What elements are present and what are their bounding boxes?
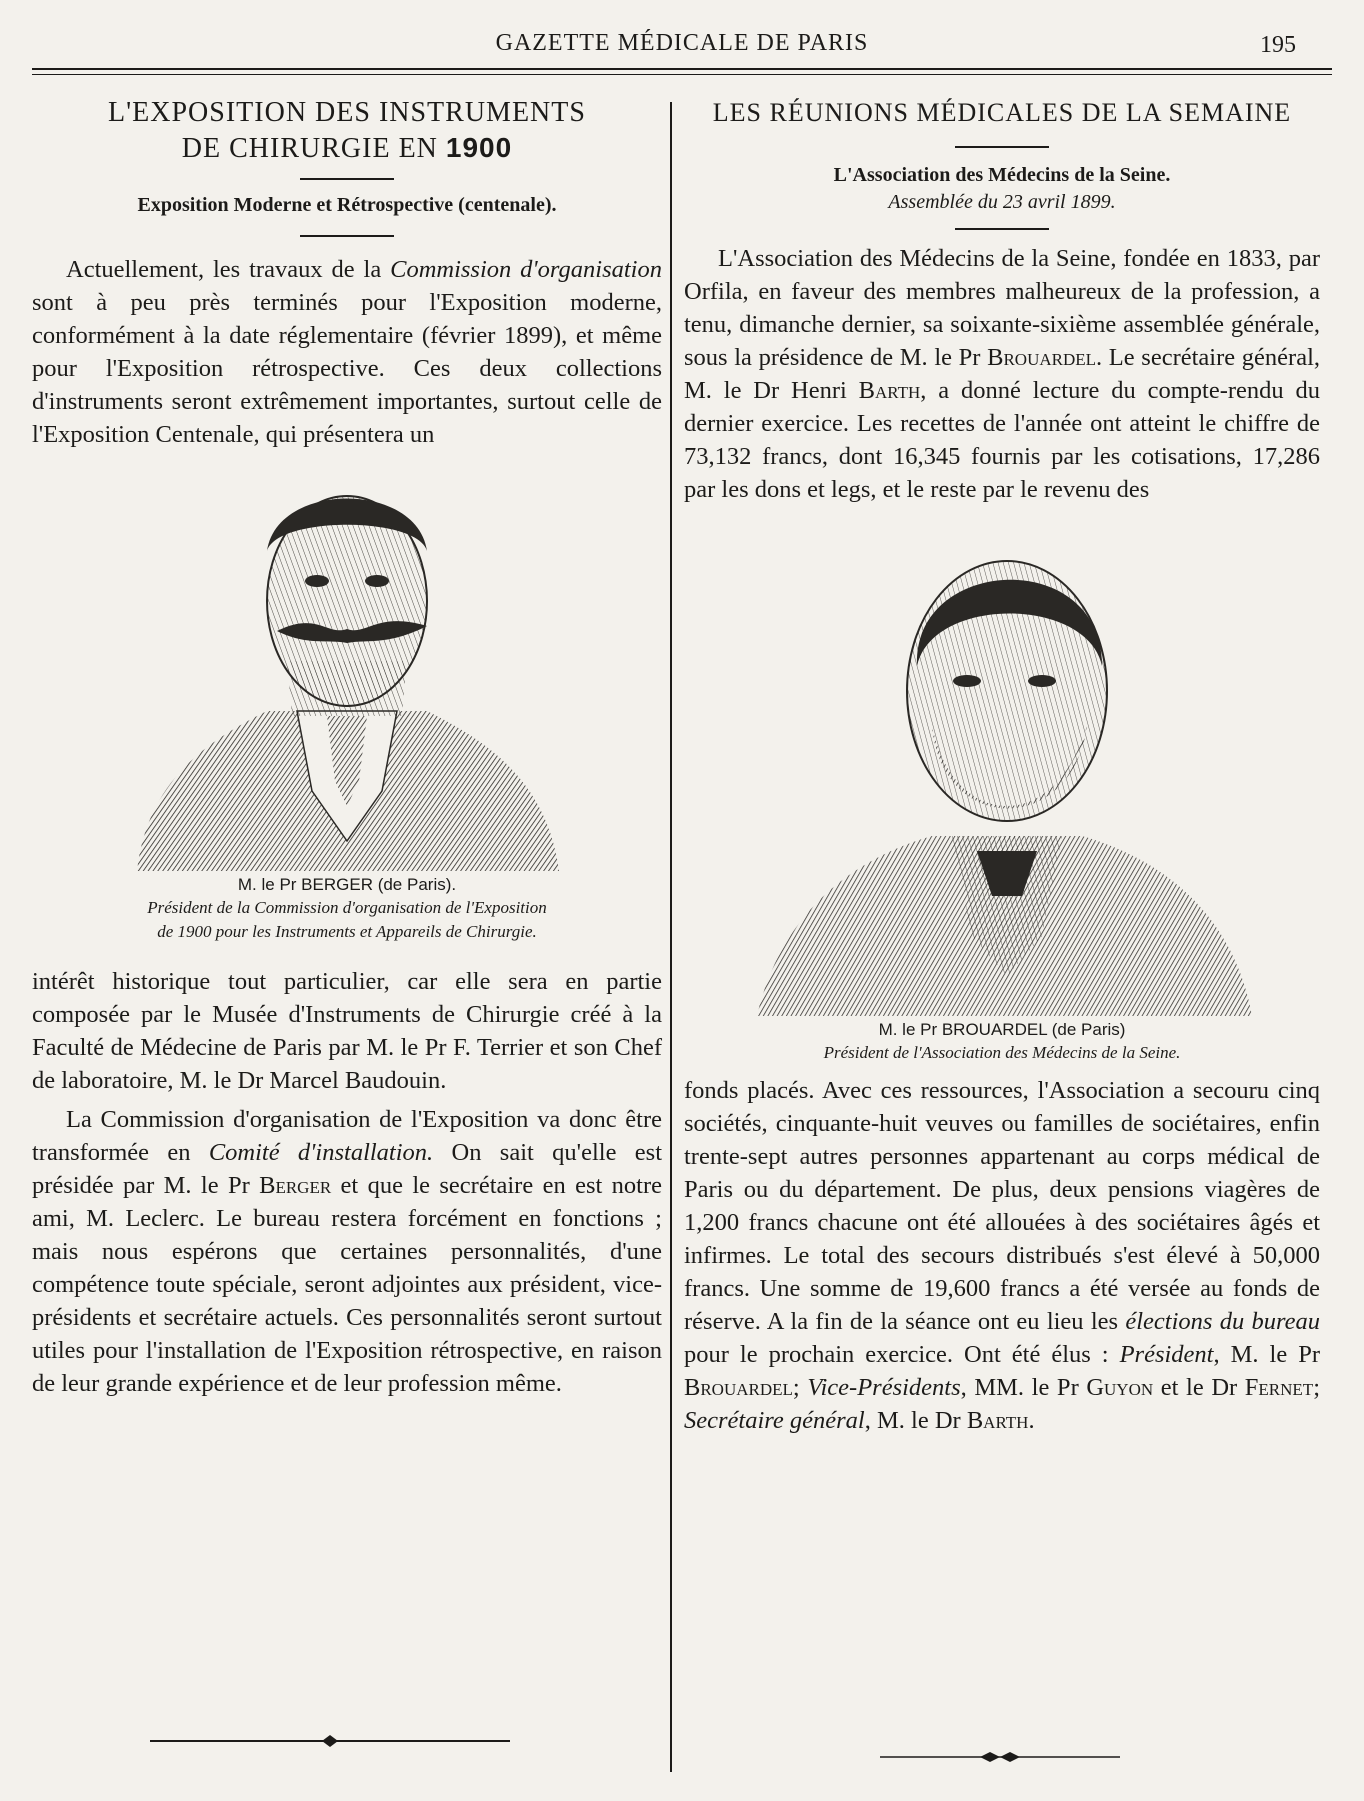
- right-title-rule: [955, 146, 1049, 148]
- figure-brouardel: [722, 516, 1282, 1064]
- left-title-line2: DE CHIRURGIE EN: [181, 133, 446, 164]
- small-caps-name: Fernet: [1244, 1374, 1314, 1401]
- text-run: , MM. le Pr: [960, 1374, 1087, 1401]
- emphasis: élections du bureau: [1125, 1308, 1320, 1335]
- left-article-title: [32, 95, 662, 166]
- left-title-year: 1900: [445, 132, 513, 163]
- text-run: . Le secrétaire général, M. le Dr Henri: [684, 344, 1321, 404]
- small-caps-name: Brouardel: [684, 1374, 793, 1401]
- left-title-line1: L'EXPOSITION DES INSTRUMENTS: [108, 97, 586, 128]
- text-run: , M. le Dr: [864, 1407, 967, 1434]
- small-caps-name: Barth: [966, 1407, 1029, 1434]
- header-rule-bottom: [32, 74, 1332, 75]
- figure-berger: [97, 461, 597, 943]
- running-title: GAZETTE MÉDICALE DE PARIS: [495, 30, 869, 56]
- text-run: , a donné lecture du compte-rendu du dernier exercice. Les recettes de l'année ont atteint le chiffre de 73,132 francs, dont 16,345 fournis par les cotisations, 17,286 par les dons et legs, et le reste par le revenu des: [684, 377, 1321, 503]
- subhead-rule: [300, 235, 394, 237]
- left-subhead: Exposition Moderne et Rétrospective (centenale).: [137, 194, 557, 216]
- text-run: et que le secrétaire en est notre ami, M. Leclerc. Le bureau restera forcément en fonctions ; mais nous espérons que certaines personnalités, d'une compétence toute spéciale, seront adjointes aux président, vice-présidents et secrétaire actuels. Ces personnalités seront surtout utiles pour l'installation de l'Exposition rétrospective, en raison de leur grande expérience et de leur profession même.: [32, 1172, 662, 1397]
- left-column: [32, 95, 662, 1400]
- portrait-engraving-brouardel-icon: [742, 516, 1262, 1016]
- left-para2: [32, 1103, 662, 1400]
- emphasis: Comité d'installation.: [208, 1139, 434, 1166]
- header-rule-top: [32, 68, 1332, 70]
- small-caps-name: Guyon: [1086, 1374, 1154, 1401]
- emphasis: Secrétaire général: [684, 1407, 865, 1434]
- portrait-engraving-berger-icon: [127, 461, 567, 871]
- emphasis: Commission d'organisation: [390, 256, 662, 283]
- right-article-title: LES RÉUNIONS MÉDICALES DE LA SEMAINE: [712, 98, 1292, 127]
- text-run: , M. le Pr: [1213, 1341, 1320, 1368]
- caption-desc-berger-1: Président de la Commission d'organisation de l'Exposition: [147, 898, 547, 917]
- text-run: pour le prochain exercice. Ont été élus :: [684, 1341, 1120, 1368]
- text-run: La Commission d'organisation de l'Exposition va donc être transformée en: [32, 1106, 662, 1166]
- left-end-ornament-icon: [150, 1735, 510, 1747]
- page-number: 195: [1260, 32, 1296, 58]
- caption-name-berger: M. le Pr BERGER (de Paris).: [237, 875, 457, 894]
- right-para1: [684, 242, 1320, 506]
- text-run: L'Association des Médecins de la Seine, fondée en 1833, par Orfila, en faveur des membres malheureux de la profession, a tenu, dimanche dernier, sa soixante-sixième assemblée générale, sous la présidence de M. le Pr: [684, 245, 1320, 371]
- right-column: [684, 95, 1320, 1437]
- column-divider: [670, 102, 672, 1772]
- text-run: .: [1028, 1407, 1035, 1434]
- caption-name-brouardel: M. le Pr BROUARDEL (de Paris): [878, 1020, 1126, 1039]
- text-run: Actuellement, les travaux de la: [66, 256, 391, 283]
- right-end-ornament-icon: [880, 1752, 1120, 1762]
- caption-desc-brouardel: Président de l'Association des Médecins de la Seine.: [823, 1043, 1181, 1062]
- right-para1-cont: [684, 1074, 1320, 1437]
- text-run: et le Dr: [1153, 1374, 1245, 1401]
- right-subhead-rule: [955, 228, 1049, 230]
- left-para1: [32, 253, 662, 451]
- text-run: On sait qu'elle est présidée par M. le Pr: [32, 1139, 662, 1199]
- caption-desc-berger-2: de 1900 pour les Instruments et Appareils de Chirurgie.: [157, 922, 537, 941]
- right-subhead: L'Association des Médecins de la Seine.: [833, 164, 1171, 186]
- left-para1-cont: intérêt historique tout particulier, car elle sera en partie composée par le Musée d'Instruments de Chirurgie créé à la Faculté de Médecine de Paris par M. le Pr F. Terrier et son Chef de laboratoire, M. le Dr Marcel Baudouin.: [32, 968, 662, 1094]
- text-run: sont à peu près terminés pour l'Exposition moderne, conformément à la date réglementaire (février 1899), et même pour l'Exposition rétrospective. Ces deux collections d'instruments seront extrêmement importantes, surtout celle de l'Exposition Centenale, qui présentera un: [32, 289, 662, 448]
- text-run: fonds placés. Avec ces ressources, l'Association a secouru cinq sociétés, cinquante-huit veuves ou familles de sociétaires, enfin trente-sept autres personnes appartenant au corps médical de Paris ou du département. De plus, deux pensions viagères de 1,200 francs chacune ont été allouées à des sociétaires âgés et infirmes. Le total des secours distribués s'est élevé à 50,000 francs. Une somme de 19,600 francs a été versée au fonds de réserve. A la fin de la séance ont eu lieu les: [684, 1077, 1320, 1335]
- emphasis: Vice-Présidents: [807, 1374, 961, 1401]
- emphasis: Président: [1119, 1341, 1214, 1368]
- small-caps-name: Berger: [259, 1172, 332, 1199]
- small-caps-name: Barth: [858, 377, 921, 404]
- small-caps-name: Brouardel: [987, 344, 1097, 371]
- text-run: ;: [792, 1374, 808, 1401]
- title-rule: [300, 178, 394, 180]
- text-run: ;: [1313, 1374, 1320, 1401]
- right-date-line: Assemblée du 23 avril 1899.: [888, 191, 1116, 213]
